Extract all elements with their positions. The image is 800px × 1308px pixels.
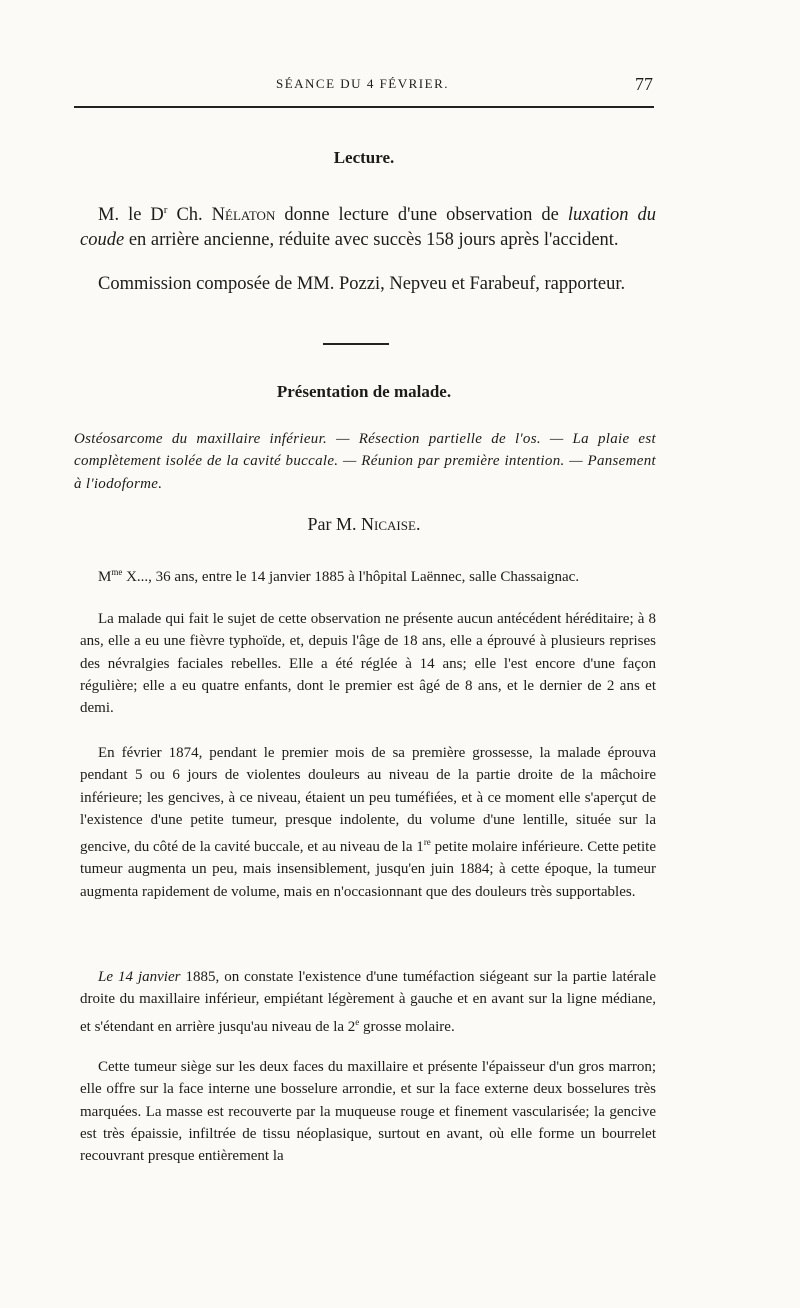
lecture-p1-italic: luxation du coude [80,205,656,250]
page-number: 77 [635,74,653,94]
body-paragraph-2: La malade qui fait le sujet de cette observation ne présente aucun antécédent héréditaire; à 8 ans, elle a eu une fièvre typhoïde, et, depuis l'âge de 18 ans, elle a éprouvé à plusieurs reprises des névralgies faciales rebelles. Elle a été réglée à 14 ans; elle l'est encore d'une façon régulière; elle a eu quatre enfants, dont le premier est âgé de 8 ans, et le dernier de 2 ans et demi. [80,611,656,717]
byline-suffix: . [415,514,421,534]
running-head: SÉANCE DU 4 FÉVRIER. [275,76,449,91]
lecture-paragraph-1 [80,198,656,252]
body-p3-sup: re [423,837,431,848]
lecture-p1-prefix: M. le D [98,205,164,226]
body-p1-text: X..., 36 ans, entre le 14 janvier 1885 à l'hôpital Laënnec, salle Chassaignac. [122,569,580,585]
body-p4-a: 1885, on constate l'existence d'une tuméfaction siégeant sur la partie latérale droite du maxillaire inférieur, empiétant légèrement à gauche et en avant sur la ligne médiane, et s'étendant en arrière jusqu'au niveau de la 2 [80,969,656,1035]
lecture-p1-name-first: Ch. [167,205,212,226]
body-p1-m: M [98,569,112,585]
body-p4-italic: Le 14 janvier [98,969,181,985]
body-p4-sup: e [355,1016,360,1027]
body-paragraph-5: Cette tumeur siège sur les deux faces du maxillaire et présente l'épaisseur d'un gros marron; elle offre sur la face interne une bosselure arrondie, et sur la face externe deux bosselures très marquées. La masse est recouverte par la muqueuse rouge et finement vascularisée; la gencive est très épaissie, infiltrée de tissu néoplasique, surtout en avant, où elle forme un bourrelet recouvrant presque entièrement la [80,1059,656,1165]
body-paragraph-4 [80,966,656,1038]
lecture-p1-mid: donne lecture d'une observation de [275,205,568,226]
header-rule [74,106,654,108]
byline [74,514,654,535]
lecture-paragraph-2: Commission composée de MM. Pozzi, Nepveu et Farabeuf, rapporteur. [98,274,626,294]
section-rule [323,343,389,345]
lecture-p1-end: en arrière ancienne, réduite avec succès 158 jours après l'accident. [124,229,619,250]
body-paragraph-3 [80,742,656,903]
body-p3-b: petite molaire inférieure. Cette petite tumeur augmenta un peu, mais insensiblement, jusqu'en juin 1884; à cette époque, la tumeur augmenta rapidement de volume, mais en n'occasionnant que des douleurs très supportables. [80,839,656,900]
page-header [70,74,655,98]
body-p3-a: En février 1874, pendant le premier mois de sa première grossesse, la malade éprouva pendant 5 ou 6 jours de violentes douleurs au niveau de la partie droite de la mâchoire inférieure; les gencives, à ce niveau, étaient un peu tuméfiées, et à ce moment elle s'aperçut de l'existence d'une petite tumeur, presque indolente, du volume d'une lentille, située sur la gencive, du côté de la cavité buccale, et au niveau de la 1 [80,745,656,856]
body-p1-sup: me [111,567,123,577]
presentation-subtitle: Ostéosarcome du maxillaire inférieur. — Résection partielle de l'os. — La plaie est complètement isolée de la cavité buccale. — Réunion par première intention. — Pansement à l'iodoforme. [74,431,656,492]
lecture-p1-sup: r [163,204,168,216]
body-p4-b: grosse molaire. [359,1018,455,1035]
byline-name: Nicaise [361,514,416,534]
body-paragraph-1 [80,561,656,588]
presentation-title: Présentation de malade. [276,382,452,401]
lecture-p1-name: Nélaton [211,205,276,226]
lecture-title: Lecture. [333,148,395,167]
byline-prefix: Par M. [307,514,362,534]
